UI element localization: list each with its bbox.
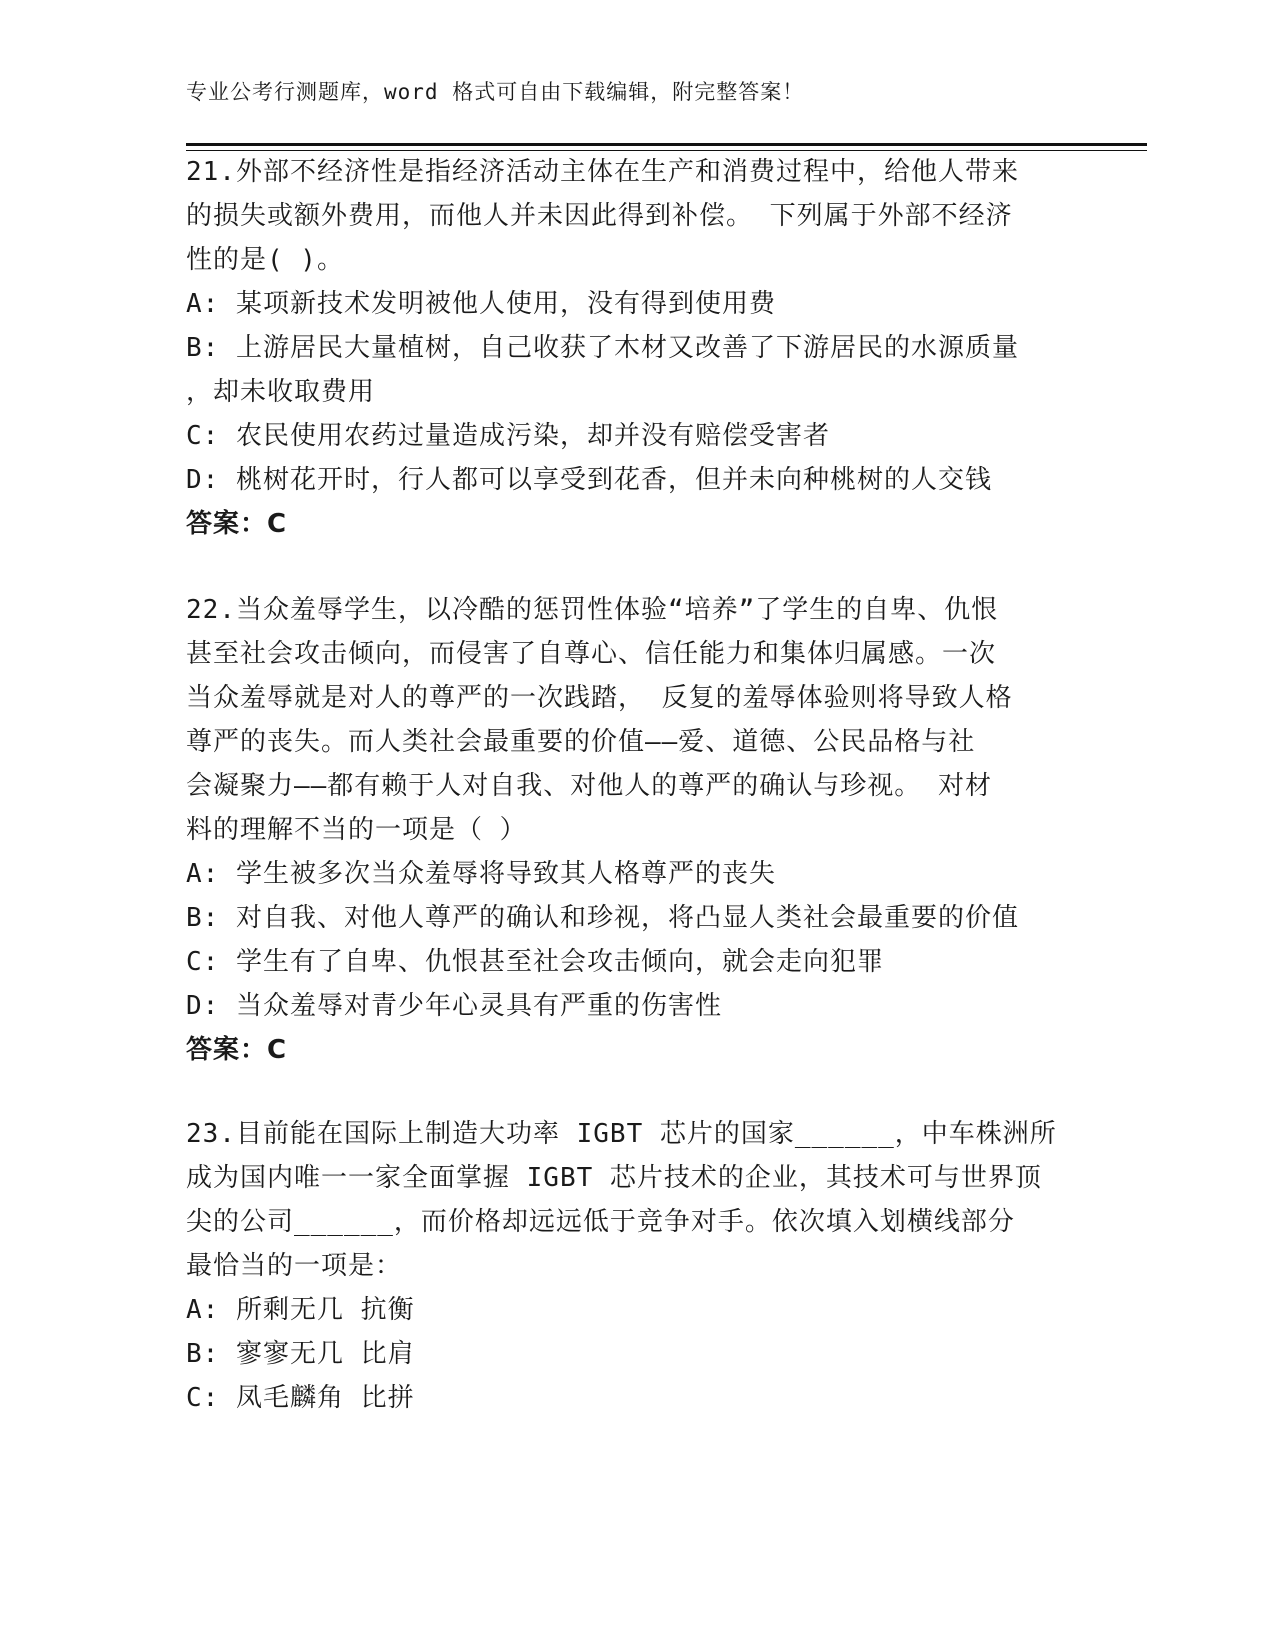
question-22-stem-line-2: 甚至社会攻击倾向，而侵害了自尊心、信任能力和集体归属感。一次 <box>186 639 997 669</box>
question-21-option-d: D: 桃树花开时，行人都可以享受到花香，但并未向种桃树的人交钱 <box>186 465 992 495</box>
question-21-option-c: C: 农民使用农药过量造成污染，却并没有赔偿受害者 <box>186 421 830 451</box>
question-22-stem-line-3: 当众羞辱就是对人的尊严的一次践踏， 反复的羞辱体验则将导致人格 <box>186 683 1013 713</box>
question-22-option-a: A: 学生被多次当众羞辱将导致其人格尊严的丧失 <box>186 859 776 889</box>
question-23-stem-line-4: 最恰当的一项是： <box>186 1251 403 1281</box>
question-21-stem-line-3: 性的是( )。 <box>186 245 344 275</box>
question-21-stem-line-1: 21.外部不经济性是指经济活动主体在生产和消费过程中，给他人带来 <box>186 157 1019 187</box>
question-23-stem-line-1: 23.目前能在国际上制造大功率 IGBT 芯片的国家______，中车株洲所 <box>186 1119 1057 1149</box>
question-22-answer: 答案：C <box>186 1035 288 1065</box>
question-23-stem-line-3: 尖的公司______，而价格却远远低于竞争对手。依次填入划横线部分 <box>186 1207 1015 1237</box>
question-22-stem-line-6: 料的理解不当的一项是（ ） <box>186 815 527 845</box>
question-23-option-c: C: 凤毛麟角 比拼 <box>186 1383 415 1413</box>
question-22-option-d: D: 当众羞辱对青少年心灵具有严重的伤害性 <box>186 991 722 1021</box>
question-22-stem-line-1: 22.当众羞辱学生，以冷酷的惩罚性体验“培养”了学生的自卑、仇恨 <box>186 595 999 625</box>
question-22-stem-line-4: 尊严的丧失。而人类社会最重要的价值——爱、道德、公民品格与社 <box>186 727 976 757</box>
question-21-option-a: A: 某项新技术发明被他人使用，没有得到使用费 <box>186 289 776 319</box>
question-23-option-a: A: 所剩无几 抗衡 <box>186 1295 415 1325</box>
question-21-option-b-cont: ，却未收取费用 <box>186 377 376 407</box>
question-23-stem-line-2: 成为国内唯一一家全面掌握 IGBT 芯片技术的企业，其技术可与世界顶 <box>186 1163 1042 1193</box>
question-22-option-b: B: 对自我、对他人尊严的确认和珍视，将凸显人类社会最重要的价值 <box>186 903 1019 933</box>
page-header: 专业公考行测题库，word 格式可自由下载编辑，附完整答案！ <box>186 80 805 104</box>
question-21-option-b: B: 上游居民大量植树，自己收获了木材又改善了下游居民的水源质量 <box>186 333 1019 363</box>
question-23-option-b: B: 寥寥无几 比肩 <box>186 1339 415 1369</box>
header-rule-thick <box>186 143 1147 146</box>
header-rule-thin <box>186 150 1147 151</box>
question-22-stem-line-5: 会凝聚力——都有赖于人对自我、对他人的尊严的确认与珍视。 对材 <box>186 771 992 801</box>
question-21-stem-line-2: 的损失或额外费用，而他人并未因此得到补偿。 下列属于外部不经济 <box>186 201 1013 231</box>
question-21-answer: 答案：C <box>186 509 288 539</box>
question-22-option-c: C: 学生有了自卑、仇恨甚至社会攻击倾向，就会走向犯罪 <box>186 947 884 977</box>
